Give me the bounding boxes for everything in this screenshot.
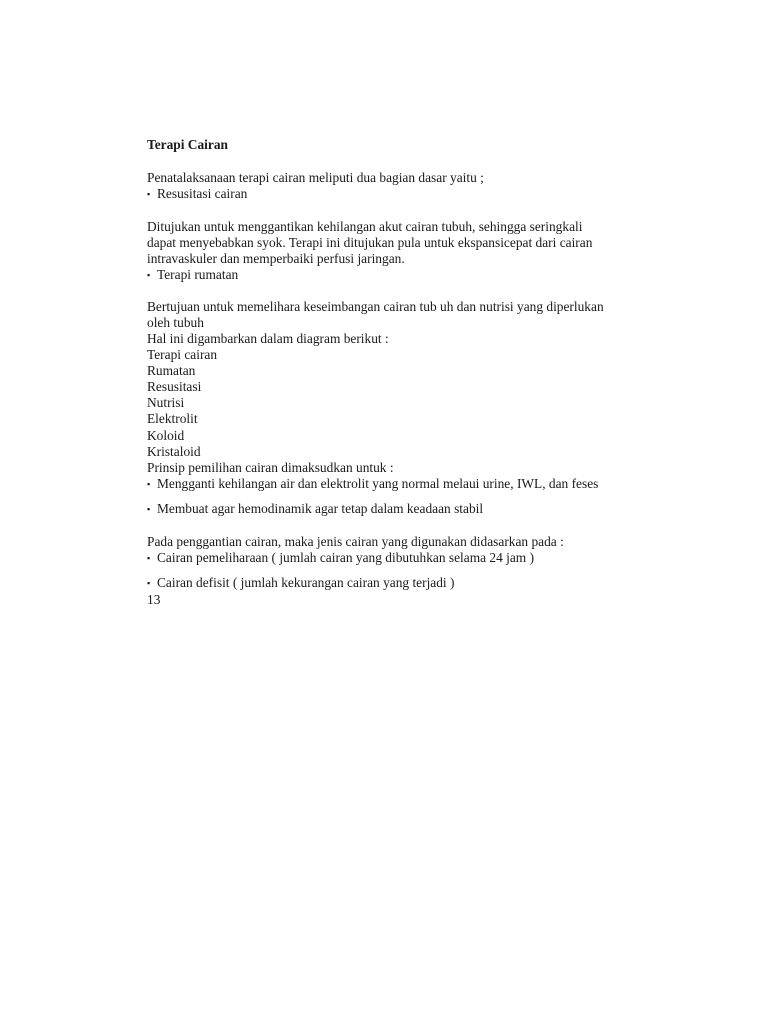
bullet-item-penggantian (147, 575, 454, 591)
bullet-item-resusitasi (147, 186, 247, 202)
bullet-icon: ▪ (147, 553, 151, 563)
bullet-label: Cairan pemeliharaan ( jumlah cairan yang dibutuhkan selama 24 jam ) (157, 550, 535, 565)
diagram-item: Rumatan (147, 363, 196, 378)
bullet-item-rumatan (147, 267, 238, 283)
paragraph-line: Bertujuan untuk memelihara keseimbangan cairan tub uh dan nutrisi yang diperlukan (147, 299, 604, 314)
document-title: Terapi Cairan (147, 137, 228, 152)
diagram-item: Resusitasi (147, 379, 202, 394)
paragraph-line: Hal ini digambarkan dalam diagram berikut : (147, 331, 389, 346)
paragraph-line: dapat menyebabkan syok. Terapi ini ditujukan pula untuk ekspansicepat dari cairan (147, 235, 593, 250)
bullet-label: Membuat agar hemodinamik agar tetap dalam keadaan stabil (157, 501, 484, 516)
bullet-item-prinsip (147, 476, 598, 492)
bullet-label: Resusitasi cairan (157, 186, 248, 201)
penggantian-heading: Pada penggantian cairan, maka jenis cairan yang digunakan didasarkan pada : (147, 534, 564, 549)
bullet-item-penggantian (147, 550, 534, 566)
paragraph-line: Ditujukan untuk menggantikan kehilangan akut cairan tubuh, sehingga seringkali (147, 219, 583, 234)
diagram-item: Elektrolit (147, 411, 198, 426)
page-number: 13 (147, 592, 161, 607)
bullet-label: Mengganti kehilangan air dan elektrolit yang normal melaui urine, IWL, dan feses (157, 476, 599, 491)
diagram-item: Koloid (147, 428, 185, 443)
bullet-icon: ▪ (147, 578, 151, 588)
paragraph-line: oleh tubuh (147, 315, 204, 330)
bullet-icon: ▪ (147, 270, 151, 280)
bullet-icon: ▪ (147, 189, 151, 199)
prinsip-heading: Prinsip pemilihan cairan dimaksudkan untuk : (147, 460, 394, 475)
diagram-item: Kristaloid (147, 444, 201, 459)
bullet-icon: ▪ (147, 504, 151, 514)
bullet-item-prinsip (147, 501, 483, 517)
intro-text: Penatalaksanaan terapi cairan meliputi dua bagian dasar yaitu ; (147, 170, 484, 185)
bullet-label: Cairan defisit ( jumlah kekurangan cairan yang terjadi ) (157, 575, 455, 590)
bullet-icon: ▪ (147, 479, 151, 489)
diagram-item: Terapi cairan (147, 347, 218, 362)
paragraph-line: intravaskuler dan memperbaiki perfusi jaringan. (147, 251, 405, 266)
diagram-item: Nutrisi (147, 395, 185, 410)
bullet-label: Terapi rumatan (157, 267, 239, 282)
